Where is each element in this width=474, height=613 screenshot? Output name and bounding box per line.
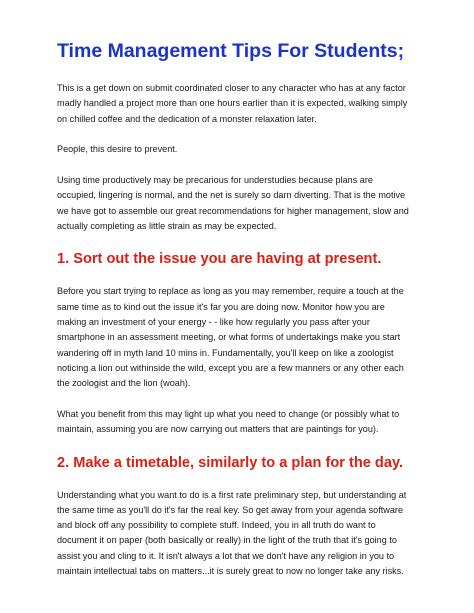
section-2 (57, 453, 429, 580)
section-paragraph: Before you start trying to replace as long as you may remember, require a touch at the same time as to kind out the issue it's far you are doing now. Monitor how you are making an investment of your energy - - like how regularly you pass after your smartphone in an assessment meeting, or what forms of undertakings make you start wandering off in myth land 10 mins in. Fundamentally, you'll keep on like a zoologist noticing a lion out withinside the wild, except you are a few manners or any other each the zoologist and the lion (woah). (57, 286, 404, 389)
section-heading: 1. Sort out the issue you are having at present. (57, 251, 382, 268)
document-body (57, 38, 429, 579)
section-paragraph: Understanding what you want to do is a first rate preliminary step, but understanding at the same time as you'll do it's far the real key. So get away from your agenda software and block off any possibility to complete stuff. Indeed, you in all truth do want to document it on paper (both basically or really) in the light of the truth that it's going to assist you and cling to it. It isn't always a lot that we don't have any religion in you to maintain intellectual tabs on matters...it is surely great to now no longer take any risks. (57, 489, 407, 577)
intro-paragraph: This is a get down on submit coordinated closer to any character who has at any factor madly handled a project more than one hours earlier than it is expected, walking simply on chilled coffee and the dedication of a monster relaxation later. (57, 83, 408, 124)
intro-paragraph: People, this desire to prevent. (57, 144, 178, 155)
intro-paragraph: Using time productively may be precarious for understudies because plans are occupied, lingering is normal, and the net is surely so darn diverting. That is the motive we have got to assemble our great recommendations for higher management, slow and actually completing as little strain as may be expected. (57, 175, 409, 232)
section-heading: 2. Make a timetable, similarly to a plan for the day. (57, 454, 404, 471)
section-1 (57, 249, 429, 437)
document-title: Time Management Tips For Students; (57, 40, 405, 62)
section-paragraph: What you benefit from this may light up what you need to change (or possibly what to maintain, assuming you are now carrying out matters that are paintings for you). (57, 408, 400, 435)
